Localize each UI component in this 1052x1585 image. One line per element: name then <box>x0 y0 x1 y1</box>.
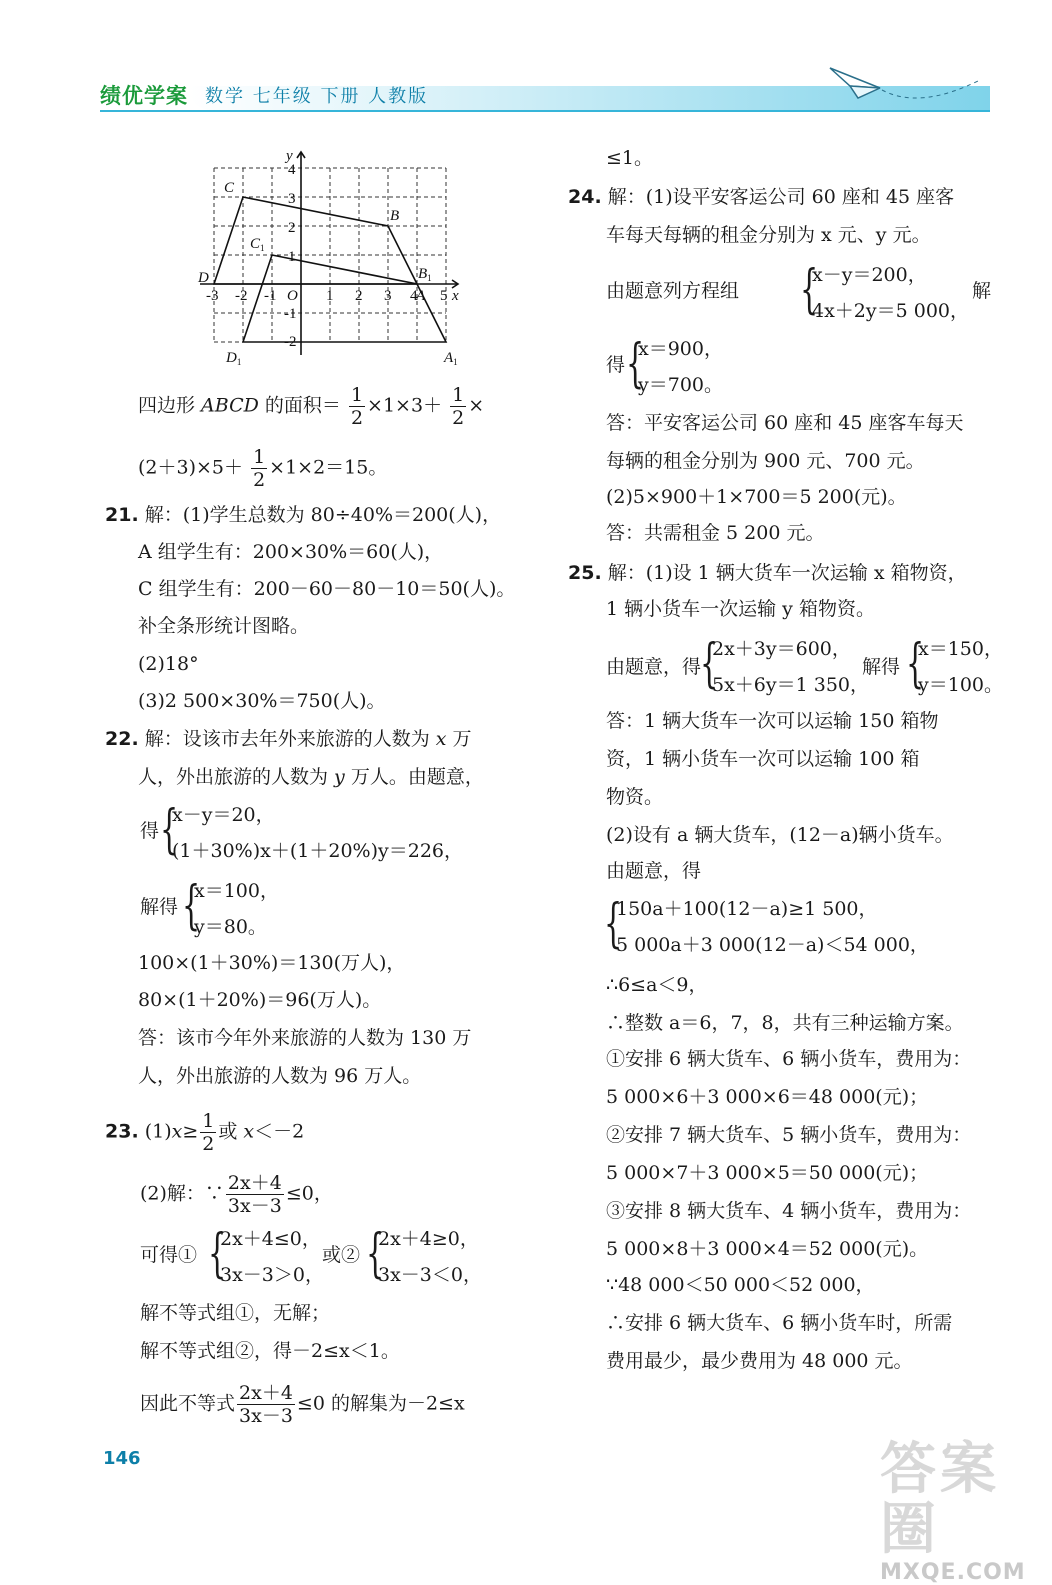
area-line-2: (2＋3)×5＋ $\frac{1}{2}$ ×1×2＝15。 <box>138 446 388 491</box>
fraction-half: $\frac{1}{2}$ <box>202 1110 215 1155</box>
q24-label: 由题意列方程组 <box>606 280 740 302</box>
q21-line: C 组学生有：200－60－80－10＝50(人)。 <box>138 578 516 600</box>
question-number: 21. <box>105 504 139 526</box>
q22-line: 100×(1＋30%)＝130(万人)， <box>138 952 406 974</box>
q22-line: 人，外出旅游的人数为 y 万人。由题意， <box>138 766 484 788</box>
x-tick: 1 <box>326 288 334 304</box>
q25-line: 资，1 辆小货车一次可以运输 100 箱 <box>606 748 920 770</box>
q25-line: ①安排 6 辆大货车、6 辆小货车，费用为： <box>606 1048 972 1070</box>
q24-line: 每辆的租金分别为 900 元、700 元。 <box>606 450 925 472</box>
q21-line: (3)2 500×30%＝750(人)。 <box>138 690 386 712</box>
point-label-b1: $B_1$ <box>418 266 432 283</box>
q22-line: 80×(1＋20%)＝96(万人)。 <box>138 989 382 1011</box>
q25-line: ②安排 7 辆大货车、5 辆小货车，费用为： <box>606 1124 972 1146</box>
q25-label: 由题意，得 <box>606 656 702 678</box>
page-header <box>0 70 1052 120</box>
page-number: 146 <box>103 1448 141 1469</box>
q22-line: 人，外出旅游的人数为 96 万人。 <box>138 1065 422 1087</box>
question-number: 23. <box>105 1120 139 1143</box>
q25-line: 25. 解：(1)设 1 辆大货车一次运输 x 箱物资， <box>568 562 967 584</box>
y-tick: 3 <box>288 191 296 207</box>
question-number: 22. <box>105 728 139 750</box>
q25-line: 费用最少，最少费用为 48 000 元。 <box>606 1350 913 1372</box>
q25-line: 由题意，得 <box>606 860 702 882</box>
q21-line: 补全条形统计图略。 <box>138 615 310 637</box>
q24-line: 车每天每辆的租金分别为 x 元、y 元。 <box>606 224 931 246</box>
fraction-expr: $\frac{2x+4}{3x-3}$ <box>227 1172 282 1217</box>
q22-line: 22. 解：设该市去年外来旅游的人数为 x 万 <box>105 728 472 750</box>
question-number: 24. <box>568 186 602 208</box>
fraction-half: $\frac{1}{2}$ <box>253 446 266 491</box>
q25-line: ∵48 000＜50 000＜52 000， <box>606 1274 875 1296</box>
q25-line: ∴6≤a＜9， <box>606 974 708 996</box>
axis-label-x: x <box>452 288 459 304</box>
x-tick: 4 <box>410 288 418 304</box>
q21-line: 21. 解：(1)学生总数为 80÷40%＝200(人)， <box>105 504 502 526</box>
q23-line: 23. (1)x≥ $\frac{1}{2}$ 或 x＜－2 <box>105 1110 305 1155</box>
q23-line: 解不等式组①，无解； <box>140 1302 331 1324</box>
y-tick: -2 <box>284 334 297 350</box>
q22-line: 答：该市今年外来旅游的人数为 130 万 <box>138 1027 472 1049</box>
q23-label: 或② <box>322 1244 361 1266</box>
q25-line: 5 000×8＋3 000×4＝52 000(元)。 <box>606 1238 929 1260</box>
coordinate-graph <box>190 140 480 375</box>
q24-line: 答：共需租金 5 200 元。 <box>606 522 825 544</box>
q23-line: 解不等式组②，得－2≤x＜1。 <box>140 1340 400 1362</box>
y-tick: -1 <box>284 306 297 322</box>
area-line-1: 四边形 ABCD 的面积＝ $\frac{1}{2}$ ×1×3＋ $\frac{1}{2}$ × <box>138 384 485 429</box>
point-label-c: C <box>224 180 235 196</box>
point-label-c1: $C_1$ <box>250 236 265 253</box>
q22-label: 解得 <box>140 896 179 918</box>
q25-line: 5 000×7＋3 000×5＝50 000(元)； <box>606 1162 929 1184</box>
x-tick: -1 <box>264 288 277 304</box>
origin-label: O <box>287 288 298 304</box>
x-tick: 5 <box>440 288 448 304</box>
q23-line: 因此不等式 $\frac{2x+4}{3x-3}$ ≤0 的解集为－2≤x <box>140 1382 465 1427</box>
y-tick: 4 <box>288 162 296 178</box>
paper-plane-icon <box>820 60 990 120</box>
book-subject: 数学 七年级 下册 人教版 <box>205 86 429 107</box>
q22-label: 得 <box>140 820 160 842</box>
point-label-d: D <box>198 270 209 286</box>
q23-label: 可得① <box>140 1244 198 1266</box>
y-tick: 2 <box>288 220 296 236</box>
axis-label-y: y <box>286 148 293 164</box>
q24-line: 答：平安客运公司 60 座和 45 座客车每天 <box>606 412 964 434</box>
fraction-half: $\frac{1}{2}$ <box>350 384 364 429</box>
x-tick: 2 <box>355 288 363 304</box>
watermark: 答案圈 MXQE.COM <box>880 1437 1026 1585</box>
q23-line: (2)解：∵ $\frac{2x+4}{3x-3}$ ≤0， <box>140 1172 333 1217</box>
q21-line: (2)18° <box>138 653 199 675</box>
x-tick: -2 <box>235 288 248 304</box>
point-label-d1: $D_1$ <box>226 350 242 367</box>
point-label-a1: $A_1$ <box>444 350 458 367</box>
q24-line: (2)5×900＋1×700＝5 200(元)。 <box>606 486 907 508</box>
q21-line: A 组学生有：200×30%＝60(人)， <box>138 541 444 563</box>
point-label-a: A <box>416 288 426 304</box>
q25-line: 5 000×6＋3 000×6＝48 000(元)； <box>606 1086 929 1108</box>
x-tick: 3 <box>384 288 392 304</box>
q25-line: 1 辆小货车一次运输 y 箱物资。 <box>606 598 875 620</box>
q23-continued: ≤1。 <box>606 147 654 169</box>
q24-line: 24. 解：(1)设平安客运公司 60 座和 45 座客 <box>568 186 955 208</box>
brand-logo: 绩优学案 <box>100 84 188 108</box>
x-tick: -3 <box>206 288 219 304</box>
q25-line: (2)设有 a 辆大货车，(12－a)辆小货车。 <box>606 824 954 846</box>
y-tick: 1 <box>288 249 296 265</box>
q25-label: 解得 <box>862 656 901 678</box>
question-number: 25. <box>568 562 602 584</box>
q25-line: ∴整数 a＝6，7，8，共有三种运输方案。 <box>606 1012 964 1034</box>
q25-line: ∴安排 6 辆大货车、6 辆小货车时，所需 <box>606 1312 953 1334</box>
q24-label: 解 <box>972 280 992 302</box>
q25-line: 答：1 辆大货车一次可以运输 150 箱物 <box>606 710 939 732</box>
q25-line: ③安排 8 辆大货车、4 辆小货车，费用为： <box>606 1200 972 1222</box>
fraction-expr: $\frac{2x+4}{3x-3}$ <box>239 1382 293 1427</box>
q24-label: 得 <box>606 354 626 376</box>
point-label-b: B <box>390 208 400 224</box>
fraction-half: $\frac{1}{2}$ <box>452 384 465 429</box>
q25-line: 物资。 <box>606 786 664 808</box>
